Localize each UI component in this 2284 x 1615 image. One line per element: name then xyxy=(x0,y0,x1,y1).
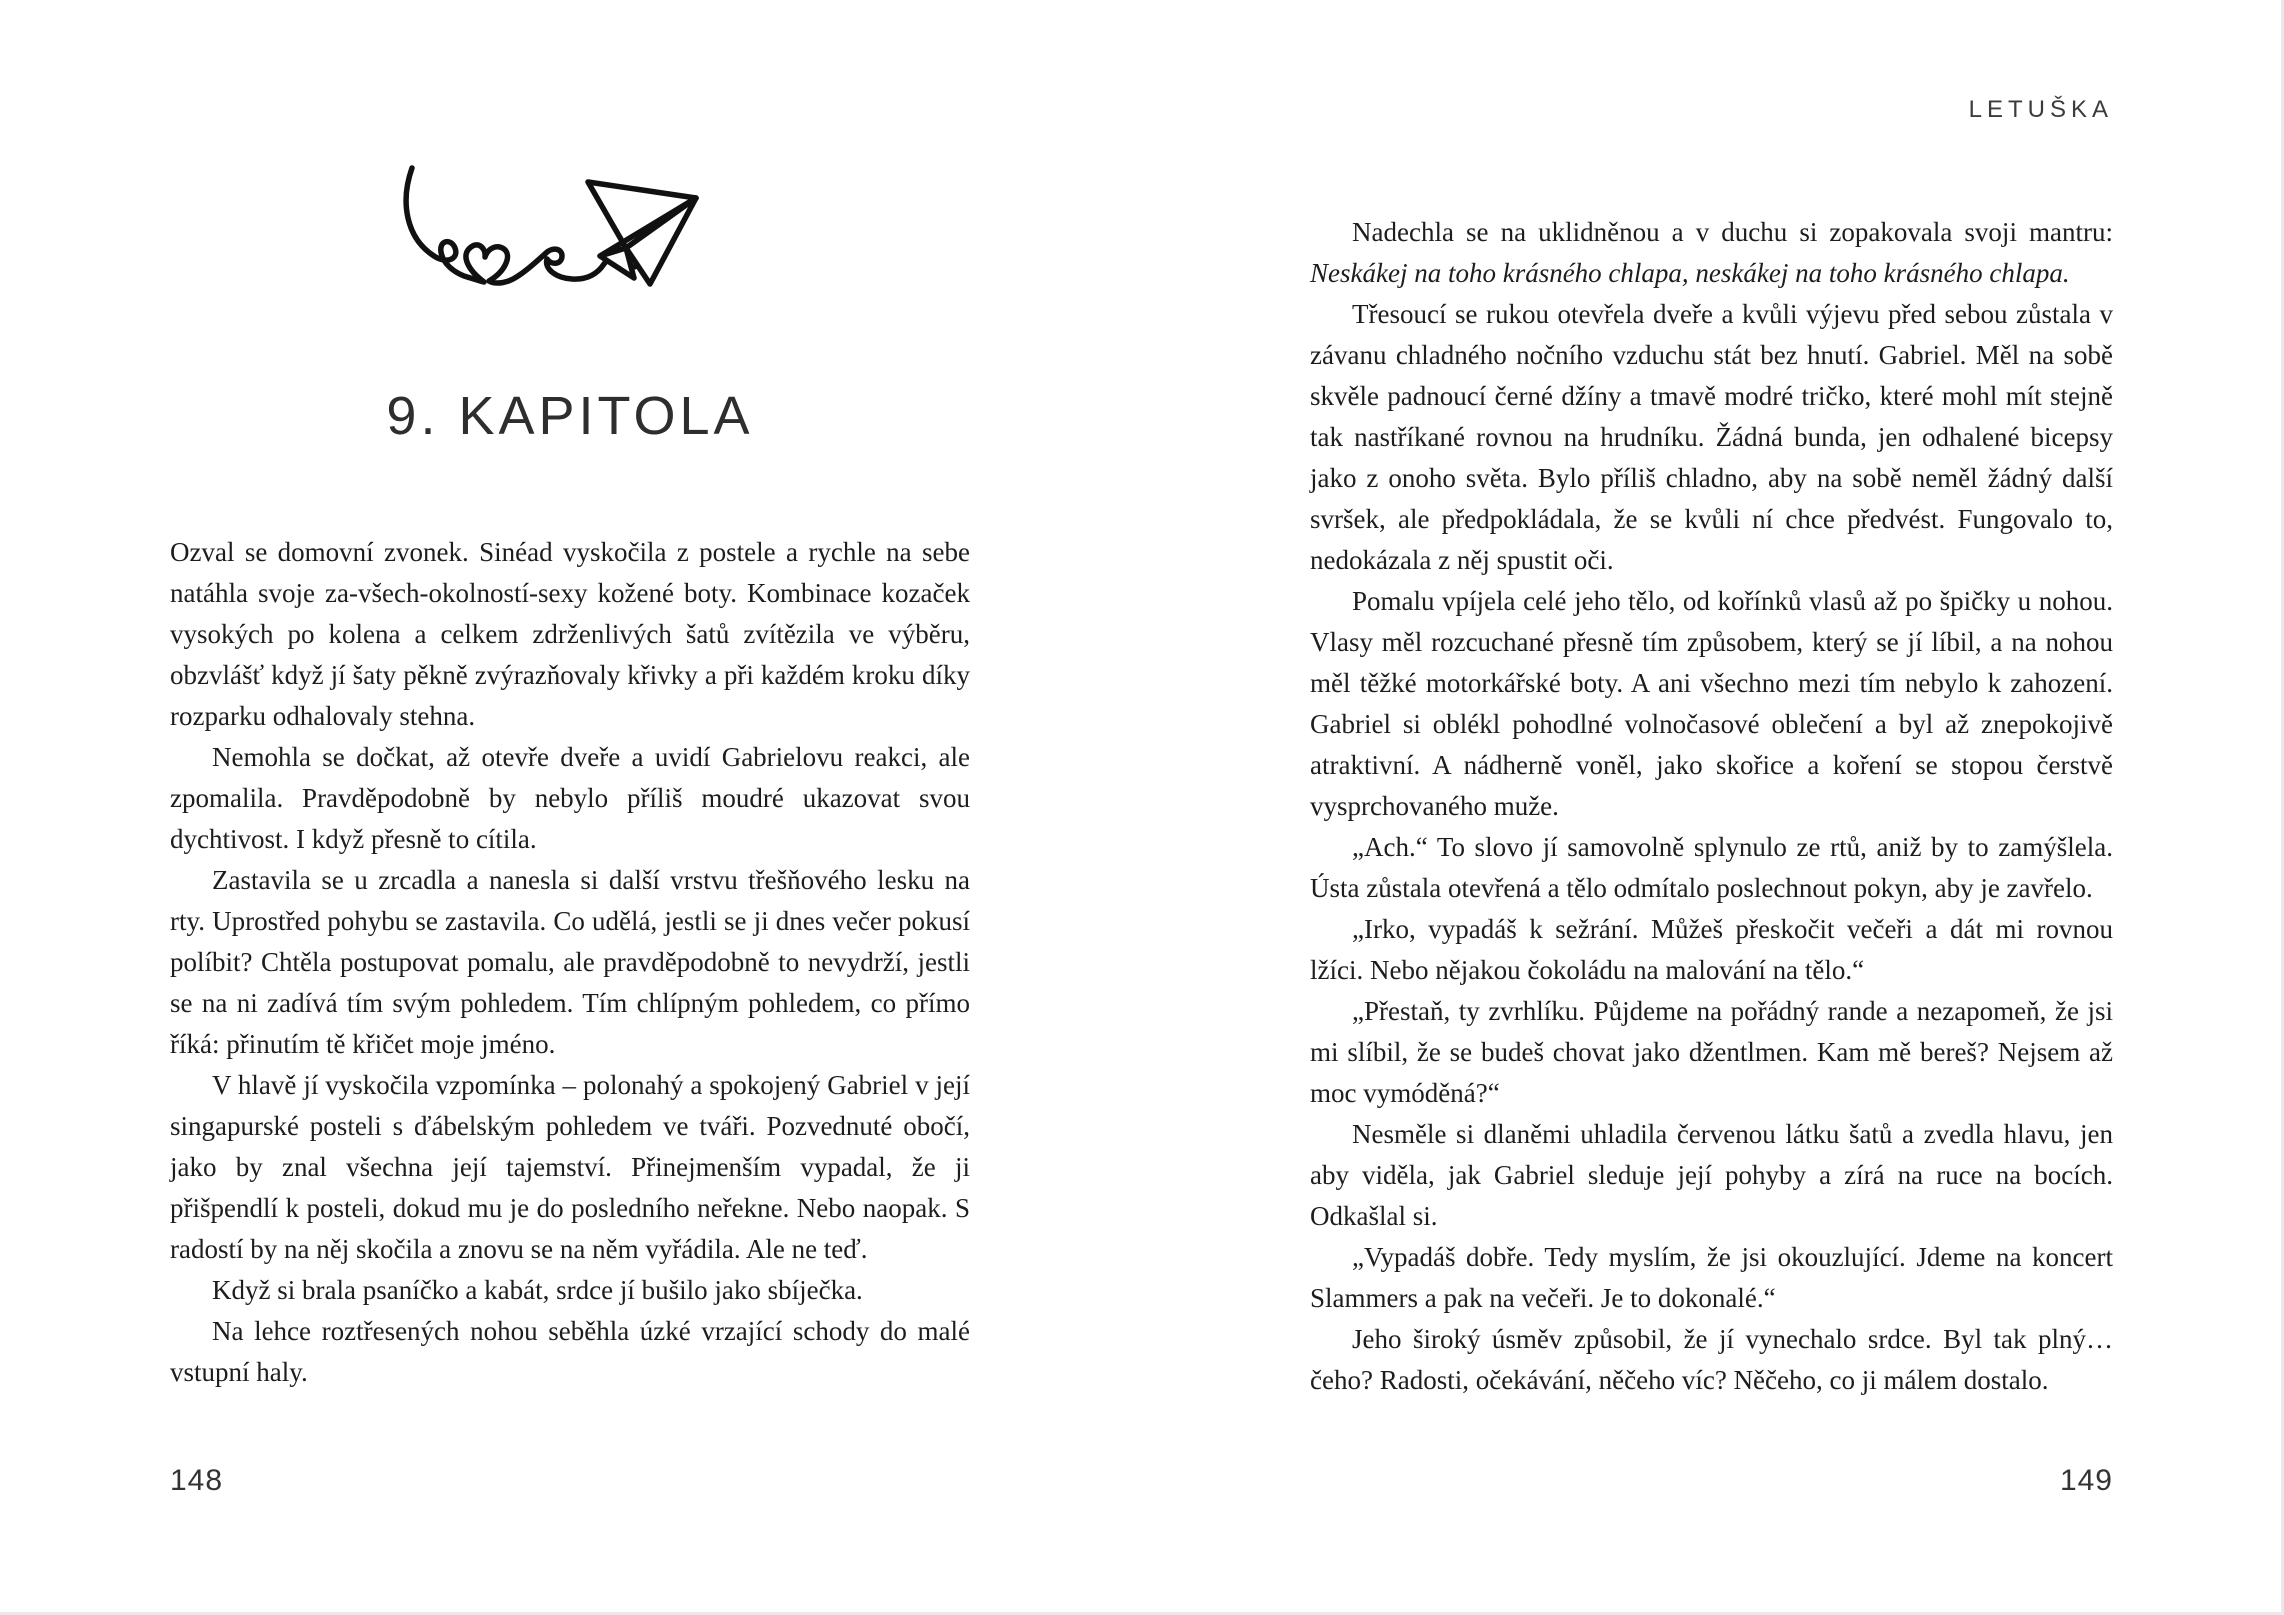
paragraph: „Ach.“ To slovo jí samovolně splynulo ze rtů, aniž by to zamýšlela. Ústa zůstala otevřená a tělo odmítalo poslechnout pokyn, aby je zavřelo. xyxy=(1310,832,2113,903)
paragraph: V hlavě jí vyskočila vzpomínka – polonahý a spokojený Gabriel v její singapurské posteli s ďábelským pohledem ve tváři. Pozvednuté obočí, jako by znal všechna její tajemství. Přinejmenším vypadal, že ji přišpendlí k posteli, dokud mu je do posledního neřekne. Nebo naopak. S radostí by na něj skočila a znovu se na něm vyřádila. Ale ne teď. xyxy=(170,1070,970,1264)
mantra-lead-text: Nadechla se na uklidněnou a v duchu si zopakovala svoji mantru: xyxy=(1352,217,2113,247)
left-page-text-column xyxy=(170,532,970,1393)
paper-plane-doodle-icon xyxy=(396,160,708,300)
paragraph: Jeho široký úsměv způsobil, že jí vynechalo srdce. Byl tak plný… čeho? Radosti, očekávání, něčeho víc? Něčeho, co ji málem dostalo. xyxy=(1310,1324,2113,1395)
paragraph-with-mantra xyxy=(1310,212,2113,294)
running-header: LETUŠKA xyxy=(1968,96,2113,123)
right-page-text-column xyxy=(1310,212,2113,1401)
paragraph: „Irko, vypadáš k sežrání. Můžeš přeskočit večeři a dát mi rovnou lžíci. Nebo nějakou čokoládu na malování na tělo.“ xyxy=(1310,914,2113,985)
paragraph: Na lehce roztřesených nohou seběhla úzké vrzající schody do malé vstupní haly. xyxy=(170,1316,970,1387)
mantra-italic-text: Neskákej na toho krásného chlapa, neskákej na toho krásného chlapa. xyxy=(1310,258,2070,288)
paragraph: Pomalu vpíjela celé jeho tělo, od kořínků vlasů až po špičky u nohou. Vlasy měl rozcuchané přesně tím způsobem, který se jí líbil, a na nohou měl těžké motorkářské boty. A ani všechno mezi tím nebylo k zahození. Gabriel si oblékl pohodlné volnočasové oblečení a byl až znepokojivě atraktivní. A nádherně voněl, jako skořice a koření se stopou čerstvě vysprchovaného muže. xyxy=(1310,586,2113,821)
paragraph: Třesoucí se rukou otevřela dveře a kvůli výjevu před sebou zůstala v závanu chladného nočního vzduchu stát bez hnutí. Gabriel. Měl na sobě skvěle padnoucí černé džíny a tmavě modré tričko, které mohl mít stejně tak nastříkané rovnou na hrudníku. Žádná bunda, jen odhalené bicepsy jako z onoho světa. Bylo příliš chladno, aby na sobě neměl žádný další svršek, ale předpokládala, že se kvůli ní chce předvést. Fungovalo to, nedokázala z něj spustit oči. xyxy=(1310,299,2113,575)
chapter-title: 9. KAPITOLA xyxy=(386,386,754,446)
paragraph: Zastavila se u zrcadla a nanesla si další vrstvu třešňového lesku na rty. Uprostřed pohybu se zastavila. Co udělá, jestli se ji dnes večer pokusí políbit? Chtěla postupovat pomalu, ale pravděpodobně to nevydrží, jestli se na ni zadívá tím svým pohledem. Tím chlípným pohledem, co přímo říká: přinutím tě křičet moje jméno. xyxy=(170,865,970,1059)
paragraph: Nesměle si dlaněmi uhladila červenou látku šatů a zvedla hlavu, jen aby viděla, jak Gabriel sleduje její pohyby a zírá na ruce na bocích. Odkašlal si. xyxy=(1310,1119,2113,1231)
page-number-right: 149 xyxy=(2059,1464,2113,1497)
paragraph: „Vypadáš dobře. Tedy myslím, že jsi okouzlující. Jdeme na koncert Slammers a pak na večeři. Je to dokonalé.“ xyxy=(1310,1242,2113,1313)
paragraph: „Přestaň, ty zvrhlíku. Půjdeme na pořádný rande a nezapomeň, že jsi mi slíbil, že se budeš chovat jako džentlmen. Kam mě bereš? Nejsem až moc vymóděná?“ xyxy=(1310,996,2113,1108)
paragraph: Nemohla se dočkat, až otevře dveře a uvidí Gabrielovu reakci, ale zpomalila. Pravděpodobně by nebylo příliš moudré ukazovat svou dychtivost. I když přesně to cítila. xyxy=(170,742,970,854)
paragraph: Když si brala psaníčko a kabát, srdce jí bušilo jako sbíječka. xyxy=(212,1275,863,1305)
page-number-left: 148 xyxy=(170,1464,224,1497)
paragraph: Ozval se domovní zvonek. Sinéad vyskočila z postele a rychle na sebe natáhla svoje za-všech-okolností-sexy kožené boty. Kombinace kozaček vysokých po kolena a celkem zdrženlivých šatů zvítězila ve výběru, obzvlášť když jí šaty pěkně zvýrazňovaly křivky a při každém kroku díky rozparku odhalovaly stehna. xyxy=(170,537,970,731)
